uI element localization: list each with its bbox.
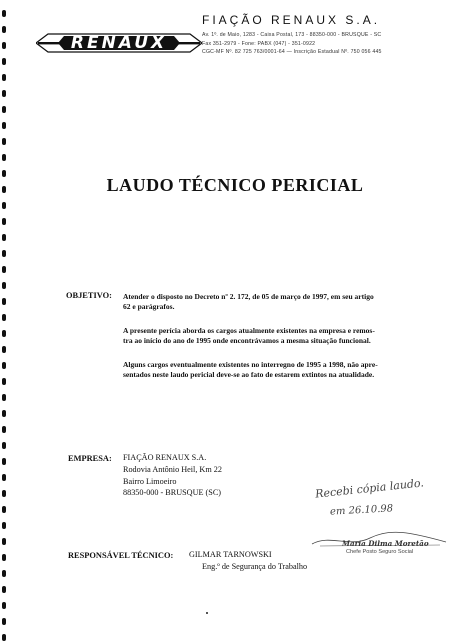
handwritten-receipt-note: Recebi cópia laudo. — [314, 476, 425, 501]
objective-line: Atender o disposto no Decreto nº 2. 172, de 05 de março de 1997, em seu artigo — [123, 292, 374, 301]
binder-hole — [2, 42, 6, 49]
binder-hole — [2, 202, 6, 209]
address-line: Av. 1º. de Maio, 1283 - Caixa Postal, 173 - 88350-000 - BRUSQUE - SC — [202, 32, 382, 38]
paragraph-line: Alguns cargos eventualmente existentes no interregno de 1995 a 1998, não apre- — [123, 360, 378, 369]
phone-line: Fax 351-2979 - Fone: PABX (047) - 351-0922 — [202, 40, 316, 47]
paragraph-scope — [123, 326, 375, 346]
stamp-role: Chefe Posto Seguro Social — [346, 549, 414, 555]
binder-hole-margin — [0, 0, 12, 640]
paragraph-line: sentados neste laudo pericial deve-se ao fato de estarem extintos na atualidade. — [123, 370, 375, 379]
handwritten-receipt-date: em 26.10.98 — [329, 503, 394, 518]
binder-hole — [2, 122, 6, 129]
binder-hole — [2, 554, 6, 561]
paragraph-extinct-roles — [123, 360, 378, 380]
binder-hole — [2, 250, 6, 257]
logo-text: RENAUX — [70, 33, 168, 53]
binder-hole — [2, 138, 6, 145]
binder-hole — [2, 314, 6, 321]
binder-hole — [2, 234, 6, 241]
binder-hole — [2, 58, 6, 65]
binder-hole — [2, 458, 6, 465]
binder-hole — [2, 442, 6, 449]
company-address — [123, 452, 222, 499]
binder-hole — [2, 346, 6, 353]
company-district-line: Bairro Limoeiro — [123, 476, 177, 486]
page-mark — [206, 612, 208, 614]
binder-hole — [2, 538, 6, 545]
company-street-line: Rodovia Antônio Heil, Km 22 — [123, 464, 222, 474]
binder-hole — [2, 570, 6, 577]
binder-hole — [2, 378, 6, 385]
binder-hole — [2, 426, 6, 433]
company-label: EMPRESA: — [68, 454, 112, 463]
objective-text — [123, 292, 443, 312]
letterhead — [202, 13, 462, 57]
binder-hole — [2, 298, 6, 305]
binder-hole — [2, 618, 6, 625]
binder-hole — [2, 154, 6, 161]
binder-hole — [2, 106, 6, 113]
company-name: FIAÇÃO RENAUX S.A. — [202, 13, 381, 27]
responsible-name: GILMAR TARNOWSKI — [189, 550, 272, 559]
stamp-name: Maria Dilma Moretão — [342, 539, 429, 548]
company-city-line: 88350-000 - BRUSQUE (SC) — [123, 488, 222, 498]
responsible-role: Eng.º de Segurança do Trabalho — [202, 562, 308, 571]
binder-hole — [2, 490, 6, 497]
binder-hole — [2, 90, 6, 97]
binder-hole — [2, 282, 6, 289]
responsible-label: RESPONSÁVEL TÉCNICO: — [68, 551, 174, 560]
binder-hole — [2, 74, 6, 81]
binder-hole — [2, 26, 6, 33]
binder-hole — [2, 330, 6, 337]
binder-hole — [2, 218, 6, 225]
objective-label: OBJETIVO: — [66, 291, 112, 300]
binder-hole — [2, 394, 6, 401]
binder-hole — [2, 474, 6, 481]
paragraph-line: A presente perícia aborda os cargos atualmente existentes na empresa e remos- — [123, 326, 375, 335]
binder-hole — [2, 602, 6, 609]
binder-hole — [2, 10, 6, 17]
binder-hole — [2, 362, 6, 369]
binder-hole — [2, 586, 6, 593]
paragraph-line: tra ao início do ano de 1995 onde encontrávamos a mesma situação funcional. — [123, 336, 371, 345]
binder-hole — [2, 522, 6, 529]
document-title: LAUDO TÉCNICO PERICIAL — [106, 175, 364, 195]
binder-hole — [2, 506, 6, 513]
binder-hole — [2, 410, 6, 417]
objective-line: 62 e parágrafos. — [123, 302, 175, 311]
company-name-line: FIAÇÃO RENAUX S.A. — [123, 453, 207, 462]
registry-line: CGC-MF Nº. 82 725 763/0001-64 — Inscrição Estadual Nº. 750 056 445 — [202, 49, 382, 56]
binder-hole — [2, 266, 6, 273]
renaux-logo — [36, 30, 202, 56]
